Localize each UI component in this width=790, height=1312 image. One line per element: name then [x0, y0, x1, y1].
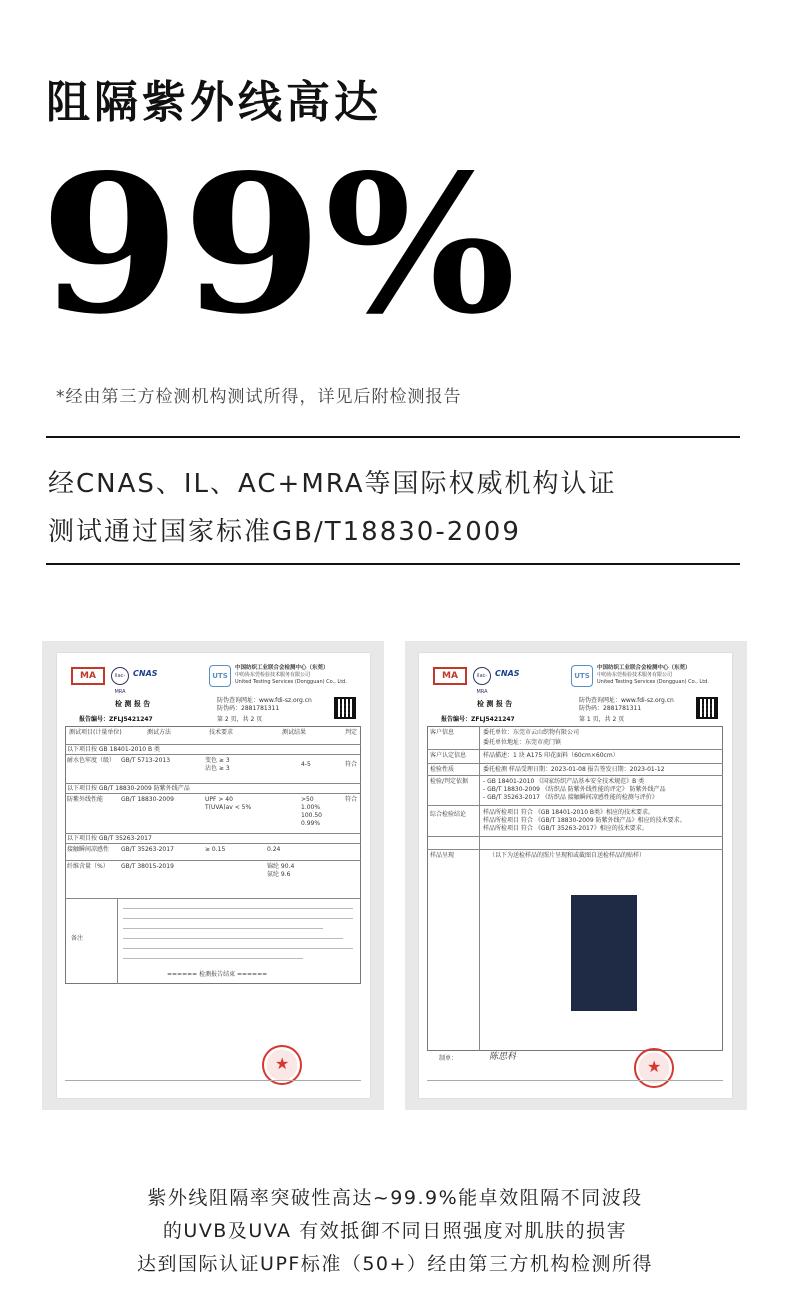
report-code: 防伪码：2881781311 [579, 705, 642, 712]
section-2: 以下项目按 GB/T 18830-2009 防紫外线产品 [67, 785, 190, 792]
col-item: 测试项目(计量单位) [69, 729, 122, 736]
report-footer-line [65, 1080, 361, 1081]
report-title: 检 测 报 告 [477, 700, 513, 708]
top-divider [46, 436, 740, 438]
headline: 阻隔紫外线高达 [46, 77, 382, 128]
row-4-method: GB/T 38015-2019 [121, 863, 174, 870]
qr-code [696, 697, 718, 719]
row-1-req2: 沾色 ≥ 3 [205, 765, 230, 772]
client-label: 客户信息 [430, 729, 455, 736]
cert-line-2: 测试通过国家标准GB/T18830-2009 [48, 517, 521, 547]
basis-3: - GB/T 35263-2017 《纺织品 接触瞬间凉感性能的检测与评价》 [483, 794, 658, 801]
report-page: 第 1 页，共 2 页 [579, 716, 625, 723]
report-right-header [433, 663, 720, 693]
footer-line-2: 的UVB及UVA 有效抵御不同日照强度对肌肤的损害 [162, 1220, 628, 1242]
org-cn2: 中纺协东莞检验技术服务有限公司 [597, 672, 673, 678]
row-1-method: GB/T 5713-2013 [121, 757, 171, 764]
org-cn: 中国纺织工业联合会检测中心（东莞） [597, 665, 691, 671]
row-4-r2: 氨纶 9.6 [267, 871, 291, 878]
report-no: 报告编号：ZFLJ5421247 [79, 716, 153, 723]
report-no: 报告编号：ZFLJ5421247 [441, 716, 515, 723]
cnas-logo: CNAS [133, 669, 158, 678]
ma-logo: MA [433, 667, 467, 685]
row-2-r4: 0.99% [301, 820, 321, 827]
row-1-req: 变色 ≥ 3 [205, 757, 230, 764]
row-2-r2: 1.00% [301, 804, 321, 811]
photo-label: 样品呈现 [430, 852, 455, 859]
row-1-item: 耐水色牢度（级） [67, 757, 116, 764]
row-4-r1: 锦纶 90.4 [267, 863, 295, 870]
stamp-star-icon: ★ [275, 1054, 290, 1073]
sign-label: 制单： [439, 1055, 458, 1062]
row-2-r1: >50 [301, 796, 314, 803]
row-1-result: 4-5 [301, 761, 311, 768]
col-req: 技术要求 [209, 729, 234, 736]
receive-val: 委托检测 样品受理日期：2023-01-08 报告签发日期：2023-01-12 [483, 766, 665, 773]
qr-code [334, 697, 356, 719]
row-1-line [65, 754, 361, 755]
stamp-star-icon: ★ [647, 1057, 662, 1076]
remark-text-6 [123, 958, 303, 959]
report-right-page [419, 653, 732, 1098]
org-name [235, 665, 347, 686]
org-en: United Testing Services (Dongguan) Co., Ltd. [235, 679, 347, 685]
client-addr: 委托单位地址：东莞市虎门镇 [483, 739, 562, 746]
row-3-method: GB/T 35263-2017 [121, 846, 174, 853]
row-2-req2: T(UVA)av < 5% [205, 804, 252, 811]
conclusion-3: 样品所检项目 符合 《GB/T 35263-2017》相应的技术要求。 [483, 825, 648, 832]
cnas-logo: CNAS [495, 669, 520, 678]
remark-col [117, 898, 118, 984]
report-code: 防伪码：2881781311 [217, 705, 280, 712]
row-4-line [65, 860, 361, 861]
report-footer-line [427, 1080, 723, 1081]
ilac-logo: ilac-MRA [473, 667, 491, 685]
org-cn2: 中纺协东莞检验技术服务有限公司 [235, 672, 311, 678]
section-3-line [65, 833, 361, 834]
basis-label: 检验/判定依据 [430, 778, 469, 785]
conclusion-1: 样品所检项目 符合 《GB 18401-2010 B类》相应的技术要求。 [483, 809, 655, 816]
col-result: 测试结果 [282, 729, 307, 736]
row-4-item: 纤维含量（%） [67, 863, 109, 870]
org-name [597, 665, 709, 686]
row-1-judge: 符合 [345, 761, 358, 768]
footnote: *经由第三方检测机构测试所得，详见后附检测报告 [56, 387, 462, 407]
receive-label: 检验性质 [430, 766, 455, 773]
sign-name: 陈思科 [489, 1052, 517, 1062]
client-name: 委托单位：东莞市云山织物有限公司 [483, 729, 580, 736]
photo-caption: （以下为送检样品的照片呈现和或截图自送检样品的贴样） [489, 852, 646, 859]
row-2-req: UPF > 40 [205, 796, 233, 803]
conclusion-label: 综合检验结论 [430, 811, 467, 818]
remark-text-2 [123, 918, 353, 919]
row-line [427, 849, 723, 850]
big-number: 99% [40, 133, 519, 356]
section-1: 以下项目按 GB 18401-2010 B 类 [67, 746, 161, 753]
sample-label: 客户认定信息 [430, 752, 467, 759]
col-method: 测试方法 [147, 729, 172, 736]
report-left-frame [42, 641, 384, 1110]
report-left-header [71, 663, 358, 693]
row-3-item: 接触瞬间凉感性 [67, 846, 110, 853]
report-left-page [57, 653, 370, 1098]
ma-logo: MA [71, 667, 105, 685]
footer-line-1: 紫外线阻隔率突破性高达~99.9%能卓效阻隔不同波段 [147, 1187, 643, 1209]
remark-text-3 [123, 928, 323, 929]
report-end: ====== 检测报告结束 ====== [167, 971, 268, 978]
row-line [427, 836, 723, 837]
row-2-line [65, 793, 361, 794]
org-en: United Testing Services (Dongguan) Co., Ltd. [597, 679, 709, 685]
row-3-result: 0.24 [267, 846, 281, 853]
report-title: 检 测 报 告 [115, 700, 151, 708]
remark-label: 备注 [71, 935, 84, 942]
uts-logo: UTS [209, 665, 231, 687]
basis-2: - GB/T 18830-2009 《纺织品 防紫外线性能的评定》 防紫外线产品 [483, 786, 666, 793]
bottom-divider [46, 563, 740, 565]
table-header-line [65, 744, 361, 745]
report-query: 防伪查询网址：www.fdi-sz.org.cn [217, 697, 312, 704]
remark-text-1 [123, 908, 353, 909]
row-line [427, 775, 723, 776]
sample-name: 样品描述：1 块 A175 印花面料（60cm×60cm） [483, 752, 619, 759]
section-3: 以下项目按 GB/T 35263-2017 [67, 835, 152, 842]
ilac-logo: ilac-MRA [111, 667, 129, 685]
row-2-r3: 100.50 [301, 812, 322, 819]
basis-1: - GB 18401-2010 《国家纺织产品基本安全技术规范》B 类 [483, 778, 645, 785]
row-3-req: ≥ 0.15 [205, 846, 226, 853]
remark-line [65, 898, 361, 899]
report-right-frame [405, 641, 747, 1110]
official-stamp [262, 1045, 302, 1085]
report-page: 第 2 页，共 2 页 [217, 716, 263, 723]
col-judge: 判定 [345, 729, 358, 736]
report-query: 防伪查询网址：www.fdi-sz.org.cn [579, 697, 674, 704]
conclusion-2: 样品所检项目 符合 《GB/T 18830-2009 防紫外线产品》相应的技术要求。 [483, 817, 686, 824]
fabric-sample-image [571, 895, 637, 1011]
footer-line-3: 达到国际认证UPF标准（50+）经由第三方机构检测所得 [137, 1253, 653, 1275]
org-cn: 中国纺织工业联合会检测中心（东莞） [235, 665, 329, 671]
remark-text-5 [123, 948, 353, 949]
row-2-item: 防紫外线性能 [67, 796, 104, 803]
row-line [427, 749, 723, 750]
row-3-line [65, 843, 361, 844]
row-2-judge: 符合 [345, 796, 358, 803]
cert-line-1: 经CNAS、IL、AC+MRA等国际权威机构认证 [48, 469, 617, 499]
row-line [427, 805, 723, 806]
remark-text-4 [123, 938, 343, 939]
section-2-line [65, 783, 361, 784]
row-line [427, 763, 723, 764]
uts-logo: UTS [571, 665, 593, 687]
row-2-method: GB/T 18830-2009 [121, 796, 174, 803]
official-stamp [634, 1048, 674, 1088]
